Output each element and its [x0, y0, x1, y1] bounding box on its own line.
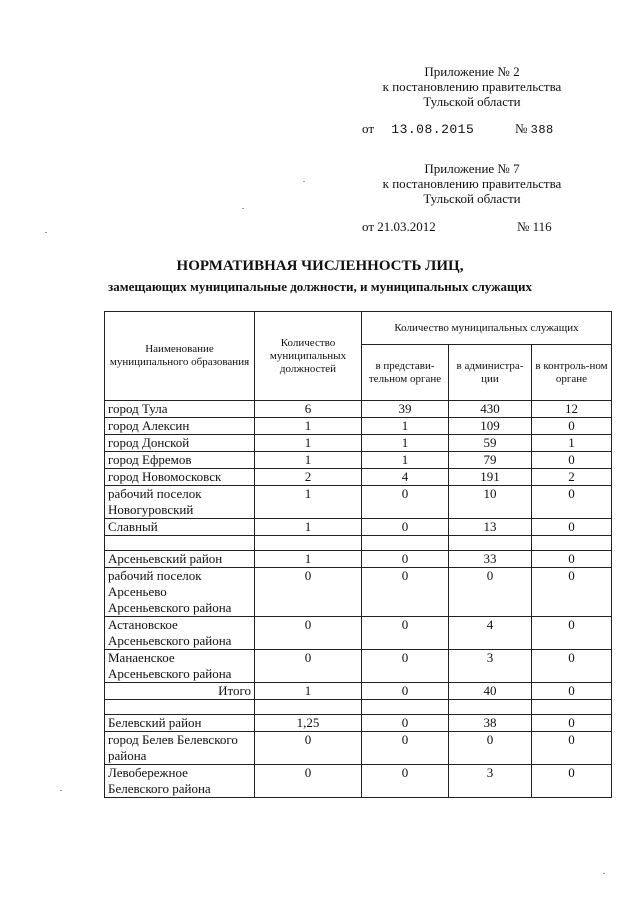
- municipality-name: город Алексин: [105, 418, 255, 435]
- cell-representative: 1: [362, 452, 449, 469]
- table-row: [105, 568, 612, 617]
- municipality-name: город Белев Белевского района: [105, 732, 255, 765]
- cell-positions: 1: [255, 418, 362, 435]
- appendix-2-line2: к постановлению правительства: [382, 79, 562, 94]
- table-row: [105, 519, 612, 536]
- cell-representative: 0: [362, 683, 449, 700]
- cell-administration: 40: [449, 683, 532, 700]
- table-row: [105, 435, 612, 452]
- cell-representative: 0: [362, 551, 449, 568]
- cell-positions: 0: [255, 650, 362, 683]
- cell-administration: 13: [449, 519, 532, 536]
- table-cell-empty: [532, 700, 612, 715]
- cell-positions: 1: [255, 519, 362, 536]
- municipality-name: город Тула: [105, 401, 255, 418]
- cell-representative: 0: [362, 715, 449, 732]
- cell-control: 0: [532, 452, 612, 469]
- appendix-7-block: [362, 161, 582, 206]
- cell-representative: 4: [362, 469, 449, 486]
- cell-positions: 1: [255, 486, 362, 519]
- table-row: [105, 469, 612, 486]
- header-positions: Количество муниципальных должностей: [255, 312, 362, 401]
- cell-positions: 0: [255, 732, 362, 765]
- table-row: [105, 486, 612, 519]
- table-cell-empty: [362, 700, 449, 715]
- table-body: [105, 401, 612, 798]
- table-row-empty: [105, 536, 612, 551]
- table-row: [105, 765, 612, 798]
- table-row: [105, 551, 612, 568]
- cell-administration: 191: [449, 469, 532, 486]
- header-administration: в администра-ции: [449, 345, 532, 401]
- cell-control: 0: [532, 765, 612, 798]
- table-row: [105, 401, 612, 418]
- municipality-name: Арсеньевский район: [105, 551, 255, 568]
- table-row: [105, 452, 612, 469]
- cell-representative: 0: [362, 486, 449, 519]
- appendix-2-number: 388: [530, 123, 554, 137]
- document-title: НОРМАТИВНАЯ ЧИСЛЕННОСТЬ ЛИЦ,: [176, 258, 464, 274]
- cell-representative: 1: [362, 435, 449, 452]
- table-cell-empty: [255, 700, 362, 715]
- appendix-2-title: Приложение № 2: [424, 64, 520, 79]
- cell-administration: 10: [449, 486, 532, 519]
- table-row: [105, 617, 612, 650]
- cell-control: 0: [532, 732, 612, 765]
- municipality-name: город Донской: [105, 435, 255, 452]
- date-prefix: от: [362, 121, 375, 136]
- municipality-name: рабочий поселок Арсеньево Арсеньевского района: [105, 568, 255, 617]
- cell-positions: 0: [255, 617, 362, 650]
- cell-representative: 0: [362, 650, 449, 683]
- cell-control: 0: [532, 715, 612, 732]
- cell-control: 0: [532, 486, 612, 519]
- cell-administration: 0: [449, 568, 532, 617]
- scan-speck: [45, 232, 47, 233]
- cell-representative: 0: [362, 568, 449, 617]
- header-employees: Количество муниципальных служащих: [362, 312, 612, 345]
- scan-speck: [60, 790, 62, 791]
- cell-administration: 109: [449, 418, 532, 435]
- cell-control: 1: [532, 435, 612, 452]
- cell-administration: 79: [449, 452, 532, 469]
- cell-representative: 0: [362, 765, 449, 798]
- cell-representative: 1: [362, 418, 449, 435]
- cell-control: 12: [532, 401, 612, 418]
- cell-administration: 0: [449, 732, 532, 765]
- cell-positions: 2: [255, 469, 362, 486]
- cell-positions: 1: [255, 452, 362, 469]
- header-representative: в представи-тельном органе: [362, 345, 449, 401]
- municipality-name: Манаенское Арсеньевского района: [105, 650, 255, 683]
- cell-positions: 0: [255, 568, 362, 617]
- municipality-name: рабочий поселок Новогуровский: [105, 486, 255, 519]
- table-row: [105, 732, 612, 765]
- cell-administration: 38: [449, 715, 532, 732]
- document-subtitle: замещающих муниципальные должности, и муниципальных служащих: [108, 279, 532, 294]
- appendix-7-ref: [362, 219, 582, 235]
- cell-positions: 1,25: [255, 715, 362, 732]
- appendix-7-line2: к постановлению правительства: [382, 176, 562, 191]
- cell-positions: 6: [255, 401, 362, 418]
- cell-representative: 39: [362, 401, 449, 418]
- cell-administration: 3: [449, 650, 532, 683]
- appendix-2-line3: Тульской области: [423, 94, 521, 109]
- cell-control: 0: [532, 650, 612, 683]
- cell-control: 0: [532, 568, 612, 617]
- appendix-7-line3: Тульской области: [423, 191, 521, 206]
- scan-speck: [242, 208, 244, 209]
- table-cell-empty: [105, 536, 255, 551]
- table-cell-empty: [105, 700, 255, 715]
- cell-control: 0: [532, 683, 612, 700]
- appendix-7-date: от 21.03.2012: [362, 219, 436, 234]
- table-row: [105, 715, 612, 732]
- header-name: Наименование муниципального образования: [105, 312, 255, 401]
- header-control: в контроль-ном органе: [532, 345, 612, 401]
- cell-positions: 1: [255, 683, 362, 700]
- table-row-empty: [105, 700, 612, 715]
- appendix-2-date: 13.08.2015: [391, 122, 475, 137]
- number-prefix: №: [515, 121, 528, 136]
- cell-administration: 4: [449, 617, 532, 650]
- cell-administration: 3: [449, 765, 532, 798]
- scan-speck: [603, 873, 605, 874]
- appendix-2-block: [362, 64, 582, 109]
- cell-control: 0: [532, 519, 612, 536]
- municipality-name: город Ефремов: [105, 452, 255, 469]
- table-row: [105, 650, 612, 683]
- municipality-name: Левобережное Белевского района: [105, 765, 255, 798]
- table-row: [105, 418, 612, 435]
- municipality-name: Славный: [105, 519, 255, 536]
- cell-positions: 1: [255, 551, 362, 568]
- municipality-name: город Новомосковск: [105, 469, 255, 486]
- cell-control: 0: [532, 551, 612, 568]
- table-cell-empty: [532, 536, 612, 551]
- cell-control: 0: [532, 418, 612, 435]
- table-cell-empty: [449, 700, 532, 715]
- municipality-name: Астановское Арсеньевского района: [105, 617, 255, 650]
- cell-control: 0: [532, 617, 612, 650]
- table-cell-empty: [449, 536, 532, 551]
- cell-administration: 59: [449, 435, 532, 452]
- cell-representative: 0: [362, 519, 449, 536]
- cell-positions: 1: [255, 435, 362, 452]
- cell-representative: 0: [362, 617, 449, 650]
- staffing-table: [104, 311, 612, 798]
- table-row-total: [105, 683, 612, 700]
- cell-administration: 33: [449, 551, 532, 568]
- appendix-2-ref: [362, 121, 582, 137]
- table-cell-empty: [362, 536, 449, 551]
- municipality-name: Белевский район: [105, 715, 255, 732]
- appendix-7-title: Приложение № 7: [424, 161, 520, 176]
- table-cell-empty: [255, 536, 362, 551]
- total-label: Итого: [105, 683, 255, 700]
- cell-representative: 0: [362, 732, 449, 765]
- cell-administration: 430: [449, 401, 532, 418]
- scan-speck: [303, 181, 305, 182]
- cell-control: 2: [532, 469, 612, 486]
- cell-positions: 0: [255, 765, 362, 798]
- appendix-7-number: № 116: [517, 219, 552, 234]
